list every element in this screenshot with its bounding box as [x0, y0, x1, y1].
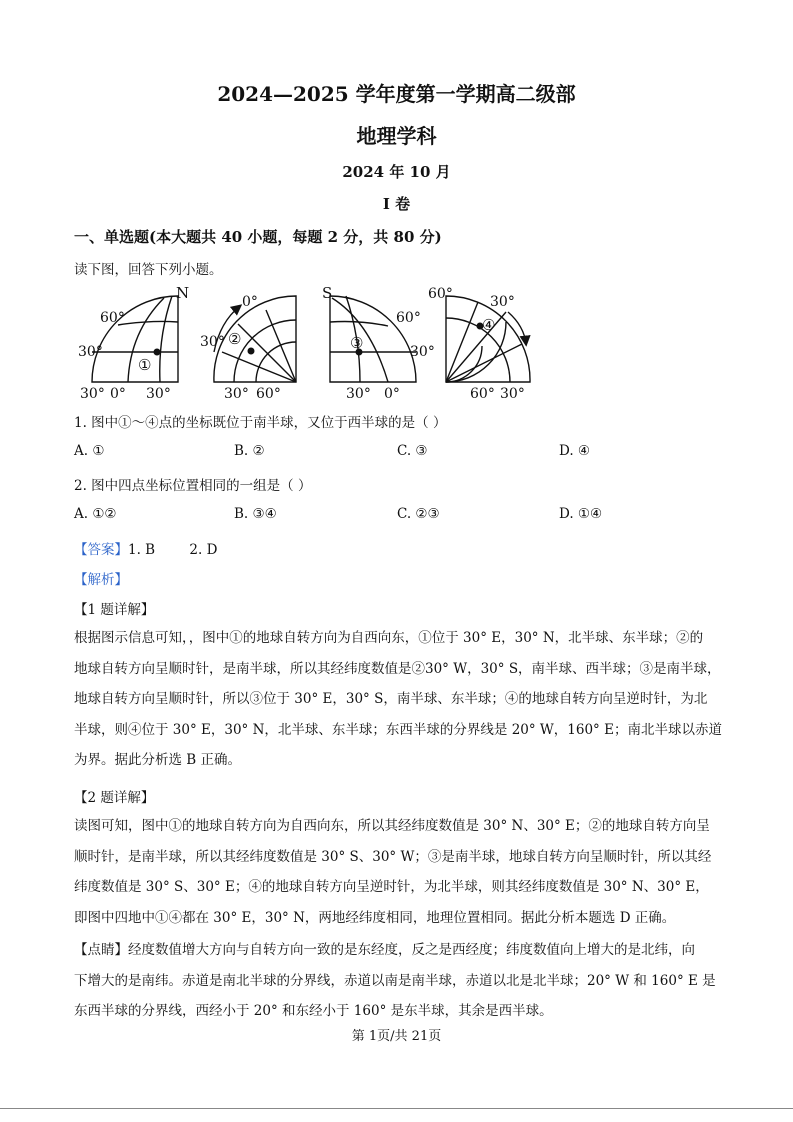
d1-lat-mid-label: 30°: [78, 344, 103, 360]
question-1-stem: 1. 图中①～④点的坐标既位于南半球，又位于西半球的是（ ）: [74, 415, 447, 431]
d2-top-label: 0°: [242, 294, 258, 310]
detail-1-line: 半球，则④位于 30° E，30° N，北半球、东半球；东西半球的分界线是 20° W，160° E；南北半球以赤道: [74, 721, 722, 738]
detail-1-line: 根据图示信息可知，，图中①的地球自转方向为自西向东，①位于 30° E，30° N，北半球、东半球；②的: [74, 630, 704, 646]
analysis-label: 【解析】: [74, 572, 128, 588]
diagram-1: [92, 296, 178, 382]
d3-point-3: ③: [350, 334, 364, 352]
question-1-option-a[interactable]: A. ①: [74, 443, 105, 459]
d4-lon-b-label: 30°: [500, 386, 525, 402]
diagram-3: [330, 296, 416, 382]
question-1-option-b[interactable]: B. ②: [234, 443, 265, 459]
d3-lat-mid-label: 30°: [410, 344, 435, 360]
question-2-option-d[interactable]: D. ①④: [559, 506, 603, 522]
detail-1-line: 地球自转方向呈顺时针，是南半球，所以其经纬度数值是②30° W，30° S，南半球、西半球；③是南半球，: [74, 660, 721, 677]
tip-line: 东西半球的分界线，西经小于 20° 和东经小于 160° 是东半球，其余是西半球。: [74, 1003, 553, 1019]
question-1-option-c[interactable]: C. ③: [397, 443, 428, 459]
d2-lon-b-label: 60°: [256, 386, 281, 402]
question-2-stem: 2. 图中四点坐标位置相同的一组是（ ）: [74, 478, 312, 494]
d1-lon-a-label: 30°: [80, 386, 105, 402]
d1-lat-top-label: 60°: [100, 310, 125, 326]
question-2-option-b[interactable]: B. ③④: [234, 506, 277, 522]
globe-diagrams-figure: [70, 282, 540, 404]
tip-label: 【点睛】: [74, 942, 128, 958]
d3-lon-b-label: 0°: [384, 386, 400, 402]
diagram-4: [446, 296, 530, 382]
tip-line: [74, 935, 724, 966]
answer-line: [74, 538, 217, 558]
detail-2-line: 读图可知，图中①的地球自转方向为自西向东，所以其经纬度数值是 30° N、30° E；②的地球自转方向呈: [74, 818, 710, 834]
detail-1-paragraph: [74, 623, 724, 776]
detail-2-label: 【2 题详解】: [74, 790, 155, 806]
detail-2-line: 即图中四地中①④都在 30° E，30° N，两地经纬度相同，地理位置相同。据此分析本题选 D 正确。: [74, 909, 676, 926]
detail-2-line: 顺时针，是南半球，所以其经纬度数值是 30° S、30° W；③是南半球，地球自转方向呈顺时针，所以其经: [74, 848, 712, 865]
d3-lon-a-label: 30°: [346, 386, 371, 402]
volume-label: I 卷: [382, 195, 411, 213]
d1-pole-label: N: [176, 284, 190, 302]
d4-lon-a-label: 60°: [470, 386, 495, 402]
bottom-rule: [0, 1108, 793, 1109]
tip-line-text: 经度数值增大方向与自转方向一致的是东经度，反之是西经度；纬度数值向上增大的是北纬，向: [128, 942, 695, 958]
d2-left-label: 30°: [200, 334, 225, 350]
d1-lon-b-label: 0°: [110, 386, 126, 402]
section-intro: 读下图，回答下列小题。: [74, 262, 223, 278]
section-heading: 一、单选题(本大题共 40 小题，每题 2 分，共 80 分): [74, 228, 442, 246]
detail-1-line: 为界。据此分析选 B 正确。: [74, 752, 242, 768]
detail-1-line: 地球自转方向呈顺时针，所以③位于 30° E，30° S，南半球、东半球；④的地球自转方向呈逆时针，为北: [74, 691, 708, 707]
question-2-option-a[interactable]: A. ①②: [74, 506, 117, 522]
detail-1-label: 【1 题详解】: [74, 602, 155, 618]
d4-top-left-label: 60°: [428, 286, 453, 302]
question-1-option-d[interactable]: D. ④: [559, 443, 591, 459]
question-2-option-c[interactable]: C. ②③: [397, 506, 440, 522]
exam-date: 2024 年 10 月: [342, 163, 451, 181]
d3-lat-top-label: 60°: [396, 310, 421, 326]
answer-text: 1. B 2. D: [128, 542, 218, 558]
d4-top-label: 30°: [490, 294, 515, 310]
detail-2-line: 纬度数值是 30° S、30° E；④的地球自转方向呈逆时针，为北半球，则其经纬度数值是 30° N、30° E，: [74, 879, 709, 895]
answer-label: 【答案】: [74, 542, 128, 558]
subject-title: 地理学科: [356, 124, 437, 148]
d1-lon-c-label: 30°: [146, 386, 171, 402]
tip-line: 下增大的是南纬。赤道是南北半球的分界线，赤道以南是南半球，赤道以北是北半球；20° W 和 160° E 是: [74, 972, 716, 989]
exam-title: 2024—2025 学年度第一学期高二级部: [217, 82, 576, 106]
d4-point-4: ④: [482, 316, 496, 334]
tip-paragraph: [74, 935, 724, 1027]
d2-point-2: ②: [228, 330, 242, 348]
page-footer: 第 1页/共 21页: [351, 1029, 442, 1044]
d3-pole-label: S: [322, 284, 333, 302]
d1-point-1: ①: [138, 356, 152, 374]
d2-lon-a-label: 30°: [224, 386, 249, 402]
detail-2-paragraph: [74, 811, 724, 933]
